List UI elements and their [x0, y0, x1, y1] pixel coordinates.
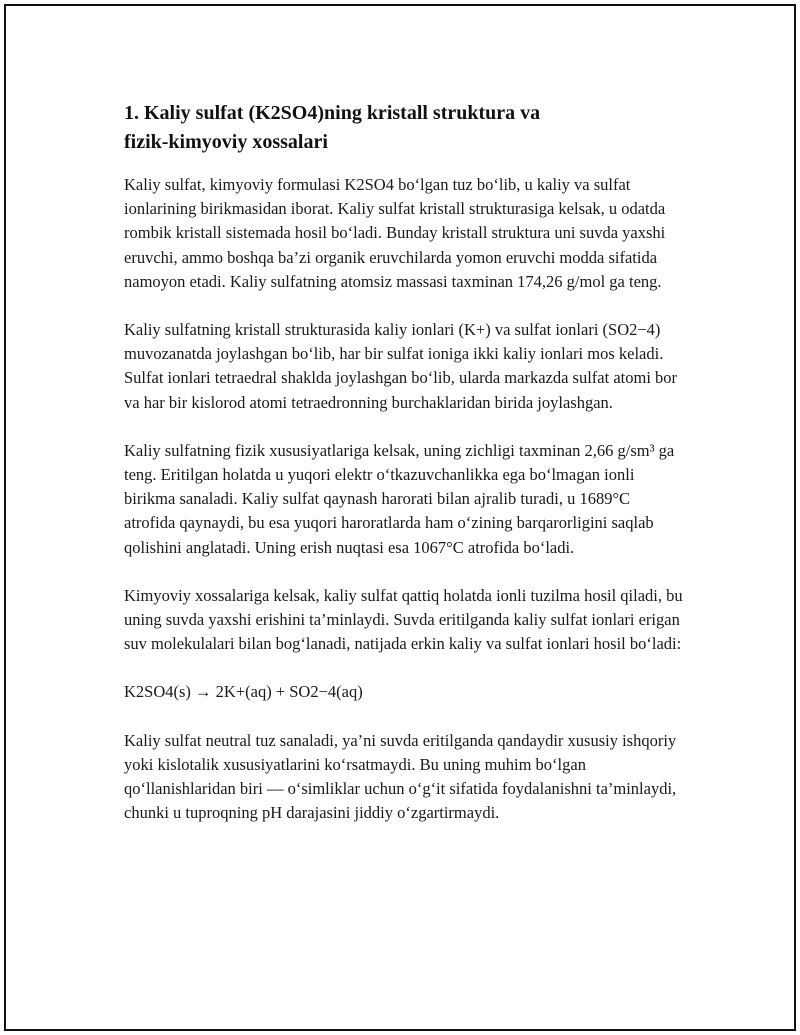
- paragraph-4: Kimyoviy xossalariga kelsak, kaliy sulfat qattiq holatda ionli tuzilma hosil qiladi, bu uning suvda yaxshi erishini ta’minlaydi. Suvda eritilganda kaliy sulfat ionlari erigan suv molekulalari bilan bog‘lanadi, natijada erkin kaliy va sulfat ionlari hosil bo‘ladi:: [124, 585, 683, 654]
- paragraph-5: Kaliy sulfat neutral tuz sanaladi, ya’ni suvda eritilganda qandaydir xususiy ishqoriy yoki kislotalik xususiyatlarini ko‘rsatmaydi. Bu uning muhim bo‘lgan qo‘llanishlaridan biri — o‘simliklar uchun o‘g‘it sifatida foydalanishni ta’minlaydi, chunki u tuproqning pH darajasini jiddiy o‘zgartirmaydi.: [124, 730, 677, 823]
- paragraph-1: Kaliy sulfat, kimyoviy formulasi K2SO4 bo‘lgan tuz bo‘lib, u kaliy va sulfat ionlarining birikmasidan iborat. Kaliy sulfat kristall strukturasiga kelsak, u odatda rombik kristall sistemada hosil bo‘ladi. Bunday kristall struktura uni suvda yaxshi eruvchi, ammo boshqa ba’zi organik eruvchilarda yomon eruvchi modda sifatida namoyon etadi. Kaliy sulfatning atomsiz massasi taxminan 174,26 g/mol ga teng.: [124, 175, 666, 291]
- page-frame: [4, 4, 796, 1031]
- heading-line-1: 1. Kaliy sulfat (K2SO4)ning kristall struktura va: [124, 102, 541, 124]
- document-body: [124, 99, 684, 849]
- paragraph-2: Kaliy sulfatning kristall strukturasida kaliy ionlari (K+) va sulfat ionlari (SO2−4) muvozanatda joylashgan bo‘lib, har bir sulfat ioniga ikki kaliy ionlari mos keladi. Sulfat ionlari tetraedral shaklda joylashgan bo‘lib, ularda markazda sulfat atomi bor va har bir kislorod atomi tetraedronning burchaklaridan birida joylashgan.: [124, 320, 678, 412]
- chemical-equation: K2SO4(s) → 2K+(aq) + SO2−4(aq): [124, 682, 363, 702]
- paragraph-3: Kaliy sulfatning fizik xususiyatlariga kelsak, uning zichligi taxminan 2,66 g/sm³ ga teng. Eritilgan holatda u yuqori elektr o‘tkazuvchanlikka ega bo‘lmagan ionli birikma sanaladi. Kaliy sulfat qaynash harorati bilan ajralib turadi, u 1689°C atrofida qaynaydi, bu esa yuqori haroratlarda ham o‘zining barqarorligini saqlab qolishini anglatadi. Uning erish nuqtasi esa 1067°C atrofida bo‘ladi.: [124, 440, 675, 557]
- heading-line-2: fizik-kimyoviy xossalari: [124, 131, 328, 153]
- section-heading: [124, 99, 684, 157]
